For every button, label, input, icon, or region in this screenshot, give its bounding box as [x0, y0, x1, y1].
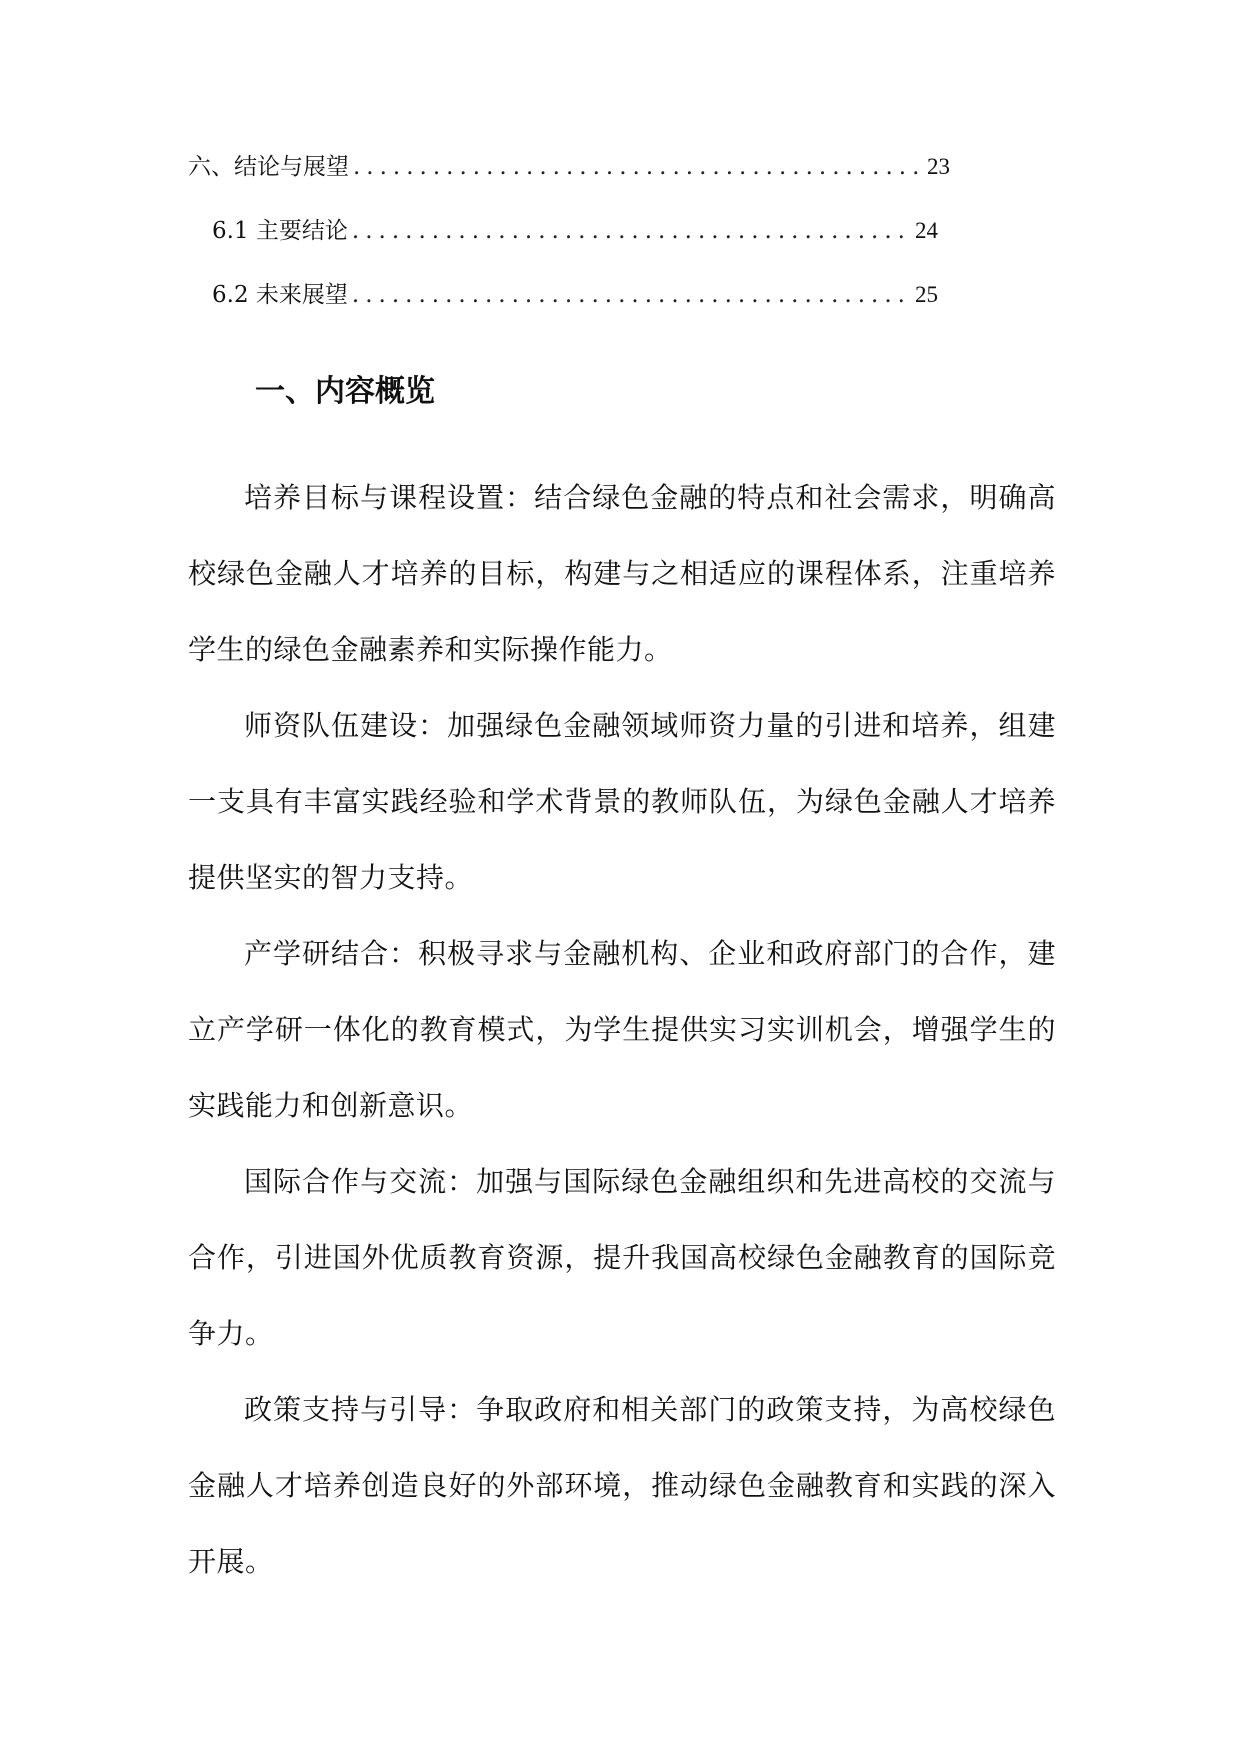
toc-leader-dots [353, 150, 923, 184]
toc-entry-label: 6.1 主要结论 [212, 218, 348, 244]
table-of-contents [188, 150, 950, 342]
toc-entry-page: 25 [915, 282, 938, 307]
toc-entry-page: 24 [915, 218, 938, 243]
toc-leader-dots [352, 278, 911, 312]
paragraph-policy: 政策支持与引导：争取政府和相关部门的政策支持，为高校绿色金融人才培养创造良好的外部环境，推动绿色金融教育和实践的深入开展。 [188, 1393, 1056, 1578]
toc-entry-label: 6.2 未来展望 [212, 282, 348, 308]
section-body [188, 460, 1056, 1600]
toc-entry-chapter-6[interactable] [188, 150, 950, 214]
toc-leader-dots [352, 214, 911, 248]
section-heading: 一、内容概览 [255, 374, 435, 409]
paragraph-industry-academia: 产学研结合：积极寻求与金融机构、企业和政府部门的合作，建立产学研一体化的教育模式，为学生提供实习实训机会，增强学生的实践能力和创新意识。 [188, 937, 1056, 1122]
toc-entry-6-2[interactable] [188, 278, 950, 342]
paragraph-faculty: 师资队伍建设：加强绿色金融领域师资力量的引进和培养，组建一支具有丰富实践经验和学术背景的教师队伍，为绿色金融人才培养提供坚实的智力支持。 [188, 709, 1056, 894]
toc-entry-6-1[interactable] [188, 214, 950, 278]
paragraph-international: 国际合作与交流：加强与国际绿色金融组织和先进高校的交流与合作，引进国外优质教育资源，提升我国高校绿色金融教育的国际竞争力。 [188, 1165, 1056, 1350]
paragraph-training-goals: 培养目标与课程设置：结合绿色金融的特点和社会需求，明确高校绿色金融人才培养的目标，构建与之相适应的课程体系，注重培养学生的绿色金融素养和实际操作能力。 [188, 481, 1056, 666]
toc-entry-label: 六、结论与展望 [188, 154, 349, 180]
toc-entry-page: 23 [927, 154, 950, 179]
